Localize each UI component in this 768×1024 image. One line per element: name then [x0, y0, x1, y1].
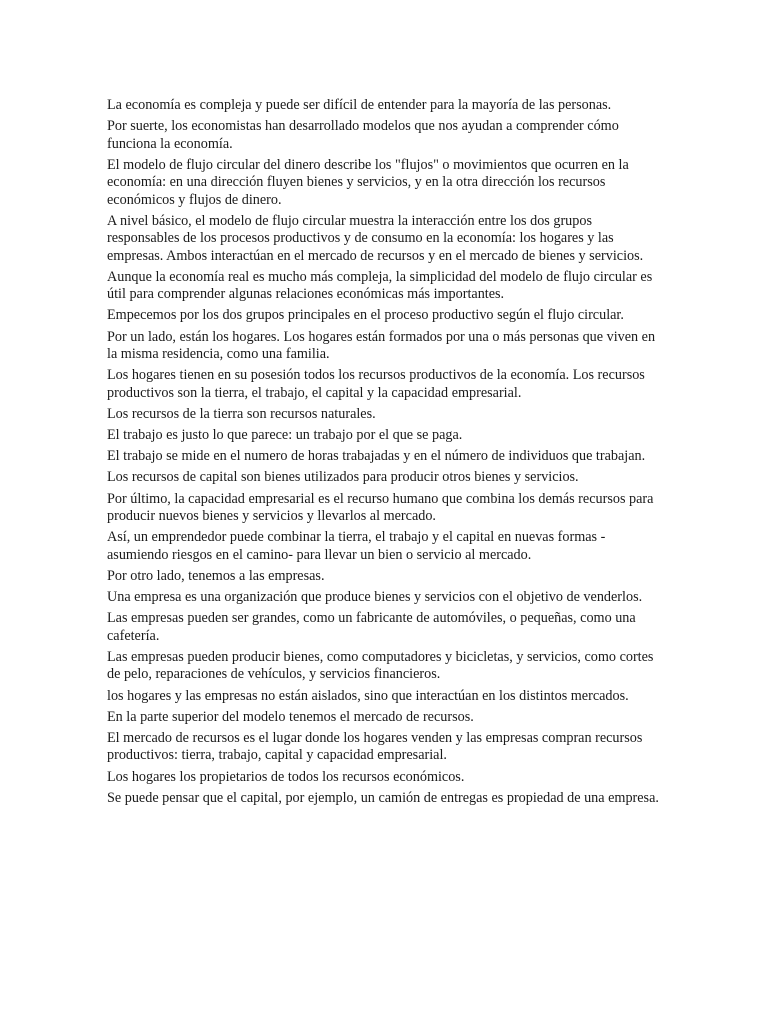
paragraph-7: Por un lado, están los hogares. Los hogares están formados por una o más personas que viven en la misma residencia, como una familia.	[107, 328, 656, 363]
paragraph-1: La economía es compleja y puede ser difícil de entender para la mayoría de las personas.	[107, 97, 612, 113]
paragraph-12: Los recursos de capital son bienes utilizados para producir otros bienes y servicios.	[107, 469, 579, 486]
paragraph-4: A nivel básico, el modelo de flujo circular muestra la interacción entre los dos grupos responsables de los procesos productivos y de consumo en la economía: los hogares y las empresas. Ambos interactúan en el mercado de recursos y en el mercado de bienes y servicios.	[107, 212, 644, 264]
paragraph-8: Los hogares tienen en su posesión todos los recursos productivos de la economía. Los recursos productivos son la tierra, el trabajo, el capital y la capacidad empresarial.	[107, 367, 645, 401]
paragraph-11: El trabajo se mide en el numero de horas trabajadas y en el número de individuos que trabajan.	[107, 448, 646, 465]
paragraph-5: Aunque la economía real es mucho más compleja, la simplicidad del modelo de flujo circular es útil para comprender algunas relaciones económicas más importantes.	[107, 268, 653, 303]
paragraph-21: El mercado de recursos es el lugar donde los hogares venden y las empresas compran recursos productivos: tierra, trabajo, capital y capacidad empresarial.	[107, 729, 643, 764]
document-page	[107, 97, 667, 811]
paragraph-17: Las empresas pueden ser grandes, como un fabricante de automóviles, o pequeñas, como una cafetería.	[107, 610, 636, 644]
paragraph-2: Por suerte, los economistas han desarrollado modelos que nos ayudan a comprender cómo funciona la economía.	[107, 118, 619, 152]
paragraph-23: Se puede pensar que el capital, por ejemplo, un camión de entregas es propiedad de una empresa.	[107, 789, 659, 806]
paragraph-3: El modelo de flujo circular del dinero describe los "flujos" o movimientos que ocurren en la economía: en una dirección fluyen bienes y servicios, y en la otra dirección los recursos económicos y flujos de dinero.	[107, 156, 629, 208]
paragraph-19: los hogares y las empresas no están aislados, sino que interactúan en los distintos mercados.	[107, 687, 629, 704]
paragraph-6: Empecemos por los dos grupos principales en el proceso productivo según el flujo circular.	[107, 307, 624, 324]
paragraph-16: Una empresa es una organización que produce bienes y servicios con el objetivo de venderlos.	[107, 589, 643, 606]
paragraph-20: En la parte superior del modelo tenemos el mercado de recursos.	[107, 708, 474, 725]
paragraph-9: Los recursos de la tierra son recursos naturales.	[107, 405, 376, 422]
paragraph-13: Por último, la capacidad empresarial es el recurso humano que combina los demás recursos para producir nuevos bienes y servicios y llevarlos al mercado.	[107, 490, 654, 525]
paragraph-10: El trabajo es justo lo que parece: un trabajo por el que se paga.	[107, 427, 463, 444]
paragraph-14: Así, un emprendedor puede combinar la tierra, el trabajo y el capital en nuevas formas - asumiendo riesgos en el camino- para llevar un bien o servicio al mercado.	[107, 529, 606, 563]
paragraph-22: Los hogares los propietarios de todos los recursos económicos.	[107, 768, 465, 785]
paragraph-15: Por otro lado, tenemos a las empresas.	[107, 567, 325, 584]
paragraph-18: Las empresas pueden producir bienes, como computadores y bicicletas, y servicios, como cortes de pelo, reparaciones de vehículos, y servicios financieros.	[107, 648, 654, 683]
